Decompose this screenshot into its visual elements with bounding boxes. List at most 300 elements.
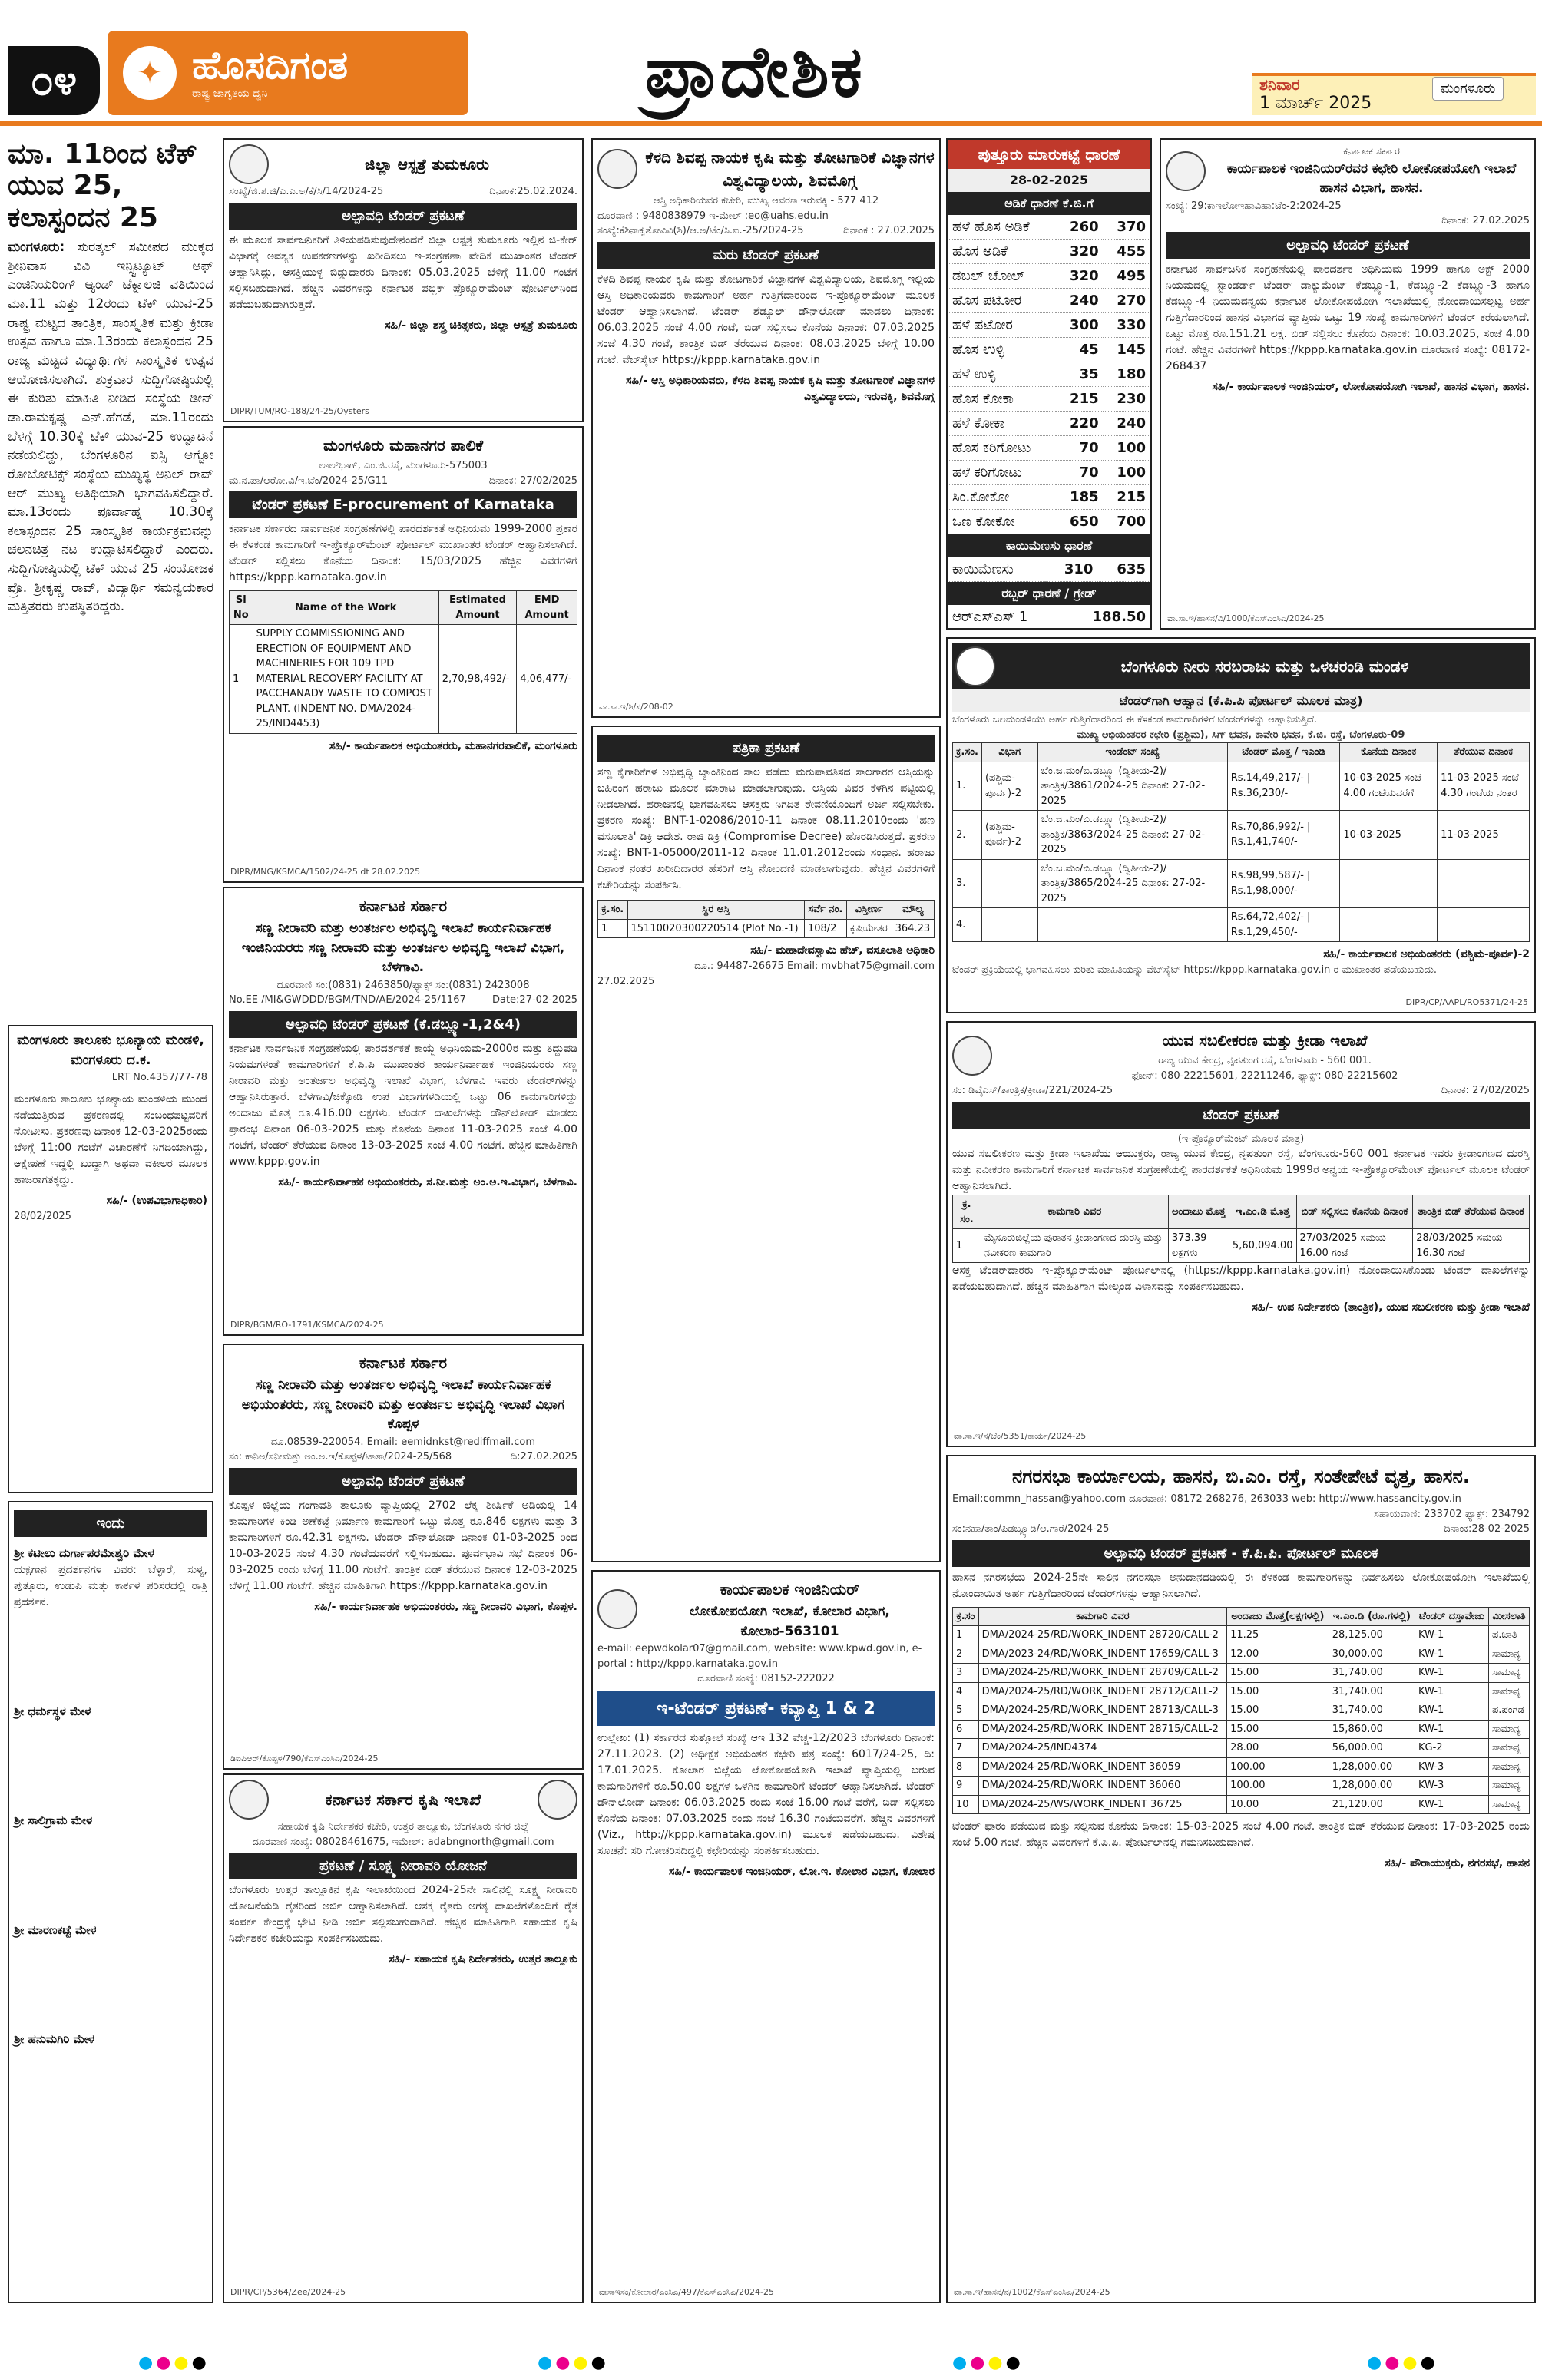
cell: ಹೊಸ ಉಳ್ಳಿ bbox=[948, 338, 1056, 362]
notice-date: Date:27-02-2025 bbox=[491, 994, 577, 1006]
cell: 10 bbox=[953, 1795, 979, 1814]
works-table bbox=[229, 590, 577, 734]
cell: 320 bbox=[1056, 240, 1103, 264]
notice-date: ದಿನಾಂಕ: 27/02/2025 bbox=[488, 474, 577, 487]
col-header: ಕ್ರ.ಸಂ bbox=[953, 1607, 979, 1626]
notice-band: ಟೆಂಡರ್ ಪ್ರಕಟಣೆ E-procurement of Karnataka bbox=[229, 491, 577, 518]
page-number: ೦೪ bbox=[8, 46, 100, 115]
cell: 31,740.00 bbox=[1329, 1701, 1415, 1721]
notice-sub: ಮುಖ್ಯ ಅಭಿಯಂತರರ ಕಛೇರಿ (ಪ್ರಶ್ಚಿಮ), ಸಿಗ್ ಭವನ, ಕಾವೇರಿ ಭವನ, ಕೆ.ಜಿ. ರಸ್ತೆ, ಬೆಂಗಳೂರು-09 bbox=[1077, 729, 1405, 741]
cell: 100 bbox=[1104, 436, 1150, 461]
table-row bbox=[953, 1682, 1530, 1701]
section-title: ಪ್ರಾದೇಶಿಕ bbox=[645, 31, 864, 113]
notice-sub: ಸಹಾಯಕ ಕೃಷಿ ನಿರ್ದೇಶಕರ ಕಚೇರಿ, ಉತ್ತರ ತಾಲ್ಲೂಕು, ಬೆಂಗಳೂರು ನಗರ ಜಿಲ್ಲೆ bbox=[277, 1821, 529, 1833]
cell: 1,28,000.00 bbox=[1329, 1777, 1415, 1796]
price-row bbox=[948, 387, 1150, 412]
dipr-code: ಡಿಐಪಿಆರ್/ಕೊಪ್ಪಳ/790/ಕೆಎಸ್ಎಂಸಿಎ/2024-25 bbox=[230, 1753, 379, 1764]
cell: ಬೆಂ.ಜ.ಮಂ/ಬಿ.ಡಬ್ಲ್ಯೂ (ದ್ವಿತೀಯ-2)/ತಾಂತ್ರಿಕ/3865/2024-25 ದಿನಾಂಕ: 27-02-2025 bbox=[1037, 859, 1227, 908]
mcc-notice bbox=[223, 426, 584, 883]
cell: DMA/2024-25/RD/WORK_INDENT 28715/CALL-2 bbox=[978, 1720, 1226, 1739]
cell: 108/2 bbox=[804, 919, 846, 938]
cell: ಕೃಷಿಯೇತರ bbox=[846, 919, 892, 938]
col-header: ಇಂಡೆಂಟ್ ಸಂಖ್ಯೆ bbox=[1037, 743, 1227, 762]
col-header: ಸರ್ವೆ ನಂ. bbox=[804, 901, 846, 920]
cell: 31,740.00 bbox=[1329, 1682, 1415, 1701]
price-row bbox=[948, 557, 1150, 582]
cell: 11-03-2025 ಸಂಜೆ 4.30 ಗಂಟೆಯ ನಂತರ bbox=[1438, 762, 1530, 811]
youth-sports-notice bbox=[946, 1021, 1536, 1447]
cell: 100 bbox=[1104, 461, 1150, 485]
price-row bbox=[948, 605, 1150, 630]
cell: 6 bbox=[953, 1720, 979, 1739]
col-header: ಅಂದಾಜು ಮೊತ್ತ(ಲಕ್ಷಗಳಲ್ಲಿ) bbox=[1227, 1607, 1329, 1626]
cell: Rs.64,72,402/- | Rs.1,29,450/- bbox=[1227, 908, 1340, 942]
cell: 56,000.00 bbox=[1329, 1739, 1415, 1758]
koppal-notice bbox=[223, 1344, 584, 1770]
notice-body: ಹಾಸನ ನಗರಸಭೆಯ 2024-25ನೇ ಸಾಲಿನ ನಗರಸಭಾ ಅನುದಾನದಡಿಯಲ್ಲಿ ಈ ಕೆಳಕಂಡ ಕಾಮಗಾರಿಗಳನ್ನು ನಿರ್ವಹಿಸಲು ಲೋಕೋಪಯೋಗಿ ಇಲಾಖೆಯಲ್ಲಿ ನೋಂದಾಯಿತ ಅರ್ಹ ಗುತ್ತಿಗೆದಾರರಿಂದ ಟೆಂಡರ್‌ಗಳನ್ನು ಆಹ್ವಾನಿಸಲಾಗಿದೆ. bbox=[952, 1571, 1530, 1600]
cell: 1 bbox=[230, 625, 253, 734]
yakshagana-title: ಇಂದು bbox=[14, 1510, 207, 1537]
col-header: ಕಾಮಗಾರಿ ವಿವರ bbox=[978, 1607, 1226, 1626]
cell: ಹಳೆ ಹೊಸ ಅಡಿಕೆ bbox=[948, 215, 1056, 240]
notice-title: ಕರ್ನಾಟಕ ಸರ್ಕಾರ ಕೃಷಿ ಇಲಾಖೆ bbox=[325, 1790, 481, 1809]
notice-sub: ಸಣ್ಣ ನೀರಾವರಿ ಮತ್ತು ಅಂತರ್ಜಲ ಅಭಿವೃದ್ಧಿ ಇಲಾಖೆ ಕಾರ್ಯನಿರ್ವಾಹಕ ಅಭಿಯಂತರರು, ಸಣ್ಣ ನೀರಾವರಿ ಮತ್ತು ಅಂತರ್ಜಲ ಅಭಿವೃದ್ಧಿ ಇಲಾಖೆ ವಿಭಾಗ ಕೊಪ್ಪಳ bbox=[241, 1377, 565, 1432]
notice-title: ಬೆಂಗಳೂರು ನೀರು ಸರಬರಾಜು ಮತ್ತು ಒಳಚರಂಡಿ ಮಂಡಳಿ bbox=[1120, 657, 1409, 676]
yakshagana-list bbox=[14, 1545, 207, 2048]
cell: 1 bbox=[953, 1626, 979, 1645]
market-date: 28-02-2025 bbox=[948, 169, 1150, 192]
notice-sign: ಸಹಿ/- (ಉಪವಿಭಾಗಾಧಿಕಾರಿ) bbox=[106, 1194, 207, 1207]
masthead-rule bbox=[0, 121, 1542, 126]
col-header: ಕ್ರ. ಸಂ. bbox=[953, 1195, 981, 1229]
cell: ಬೆಂ.ಜ.ಮಂ/ಬಿ.ಡಬ್ಲ್ಯೂ (ದ್ವಿತೀಯ-2)/ತಾಂತ್ರಿಕ/3861/2024-25 ದಿನಾಂಕ: 27-02-2025 bbox=[1037, 762, 1227, 811]
cell: 330 bbox=[1104, 313, 1150, 338]
notice-sub: ಲಾಲ್‌ಭಾಗ್, ಎಂ.ಜಿ.ರಸ್ತೆ, ಮಂಗಳೂರು-575003 bbox=[319, 460, 488, 471]
cell: 31,740.00 bbox=[1329, 1664, 1415, 1683]
col-header: ವಿಭಾಗ bbox=[981, 743, 1037, 762]
cell: 145 bbox=[1104, 338, 1150, 362]
table-row bbox=[953, 908, 1530, 942]
notice-body: ಬೆಂಗಳೂರು ಉತ್ತರ ತಾಲ್ಲೂಕಿನ ಕೃಷಿ ಇಲಾಖೆಯಿಂದ 2024-25ನೇ ಸಾಲಿನಲ್ಲಿ ಸೂಕ್ಷ್ಮ ನೀರಾವರಿ ಯೋಜನೆಯಡಿ ರೈತರಿಂದ ಅರ್ಜಿ ಆಹ್ವಾನಿಸಲಾಗಿದೆ. ಆಸಕ್ತ ರೈತರು ಅಗತ್ಯ ದಾಖಲೆಗಳೊಂದಿಗೆ ರೈತ ಸಂಪರ್ಕ ಕೇಂದ್ರಕ್ಕೆ ಭೇಟಿ ನೀಡಿ ಅರ್ಜಿ ಸಲ್ಲಿಸಬಹುದಾಗಿದೆ. ಹೆಚ್ಚಿನ ಮಾಹಿತಿಗಾಗಿ ಸಹಾಯಕ ಕೃಷಿ ನಿರ್ದೇಶಕರ ಕಚೇರಿಯನ್ನು ಸಂಪರ್ಕಿಸಬಹುದು. bbox=[229, 1884, 577, 1945]
notice-body: ಈ ಮೂಲಕ ಸಾರ್ವಜನಿಕರಿಗೆ ತಿಳಿಯಪಡಿಸುವುದೇನೆಂದರೆ ಜಿಲ್ಲಾ ಆಸ್ಪತ್ರೆ ತುಮಕೂರು ಇಲ್ಲಿನ ಜಿ-ಕೇರ್ ವಿಭಾಗಕ್ಕೆ ಅವಶ್ಯಕ ಉಪಕರಣಗಳನ್ನು ಖರೀದಿಸಲು ಇ-ಸಂಗ್ರಹಣಾ ವೇದಿಕೆ ಮುಖಾಂತರ ಟೆಂಡರ್ ಆಹ್ವಾನಿಸಿದ್ದು, ಆಸಕ್ತಿಯುಳ್ಳ ಬಿಡ್ಡುದಾರರು ದಿನಾಂಕ: 05.03.2025 ಬೆಳಿಗ್ಗೆ 11.00 ಗಂಟೆಗೆ ಸಲ್ಲಿಸಬಹುದಾಗಿದೆ. ಹೆಚ್ಚಿನ ವಿವರಗಳನ್ನು ಕರ್ನಾಟಕ ಪಬ್ಲಿಕ್ ಪ್ರೊಕ್ಯೂರ್‌ಮೆಂಟ್ ಪೋರ್ಟಲ್‌ನಿಂದ ಪಡೆಯಬಹುದಾಗಿರುತ್ತದೆ. bbox=[229, 233, 577, 311]
cell: Rs.98,99,587/- | Rs.1,98,000/- bbox=[1227, 859, 1340, 908]
notice-date: ದಿ:27.02.2025 bbox=[510, 1451, 577, 1463]
cell: 3. bbox=[953, 859, 982, 908]
govt-seal-icon bbox=[229, 1780, 269, 1820]
cell: ಡಬಲ್ ಚೋಲ್ bbox=[948, 264, 1056, 289]
table-row bbox=[953, 1626, 1530, 1645]
cell bbox=[1438, 908, 1530, 942]
cell: Rs.70,86,992/- | Rs.1,41,740/- bbox=[1227, 811, 1340, 860]
col-header: ಕಾಮಗಾರಿ ವಿವರ bbox=[981, 1195, 1168, 1229]
price-row bbox=[948, 485, 1150, 510]
notice-band: ಅಲ್ಪಾವಧಿ ಟೆಂಡರ್ ಪ್ರಕಟಣೆ (ಕೆ.ಡಬ್ಲ್ಯೂ-1,2&4) bbox=[229, 1011, 577, 1038]
notice-sign: ಸಹಿ/- ಮಹಾದೇವಸ್ವಾಮಿ ಹೆಚ್, ವಸೂಲಾತಿ ಅಧಿಕಾರಿ bbox=[750, 944, 935, 957]
notice-date: ದಿನಾಂಕ:25.02.2024. bbox=[489, 186, 577, 197]
price-row bbox=[948, 264, 1150, 289]
dipr-code: DIPR/TUM/RO-188/24-25/Oysters bbox=[230, 405, 369, 416]
cell: KW-1 bbox=[1415, 1664, 1488, 1683]
kolar-pwd-notice bbox=[591, 1570, 941, 2303]
cell: SUPPLY COMMISSIONING AND ERECTION OF EQUIPMENT AND MACHINERIES FOR 109 TPD MATERIAL RECOVERY FACILITY AT PACCHANADY WASTE TO COMPOST PLANT. (INDENT NO. DMA/2024-25/IND4453) bbox=[253, 625, 438, 734]
price-row bbox=[948, 461, 1150, 485]
notice-title: ಮಂಗಳೂರು ಮಹಾನಗರ ಪಾಲಿಕೆ bbox=[323, 436, 484, 455]
cell: 10.00 bbox=[1227, 1795, 1329, 1814]
cell: Rs.14,49,217/- | Rs.36,230/- bbox=[1227, 762, 1340, 811]
university-seal-icon bbox=[597, 149, 637, 189]
table-row bbox=[953, 1739, 1530, 1758]
notice-sign: ಸಹಿ/- ಕಾರ್ಯನಿರ್ವಾಹಕ ಅಭಿಯಂತರರು, ಸಣ್ಣ ನೀರಾವರಿ ವಿಭಾಗ, ಕೊಪ್ಪಳ. bbox=[314, 1600, 577, 1613]
cell: 8 bbox=[953, 1757, 979, 1777]
cell: 188.50 bbox=[1064, 605, 1150, 630]
price-row bbox=[948, 240, 1150, 264]
cell: 12.00 bbox=[1227, 1645, 1329, 1664]
cell bbox=[1438, 859, 1530, 908]
notice-band: ಇ-ಟೆಂಡರ್ ಪ್ರಕಟಣೆ- ಕವ್ಯಾಪ್ತಿ 1 & 2 bbox=[597, 1691, 935, 1726]
notice-ref: ಸಂಖ್ಯೆ:ಕೆಶಿನಾಕೃತೋವಿವಿ(ಶಿ)/ಆ.ಅ/ಟೆಂ/ಸಿ.ಐ.-25/2024-25 bbox=[597, 225, 804, 236]
troupe-2: ಶ್ರೀ ಧರ್ಮಸ್ಥಳ ಮೇಳ bbox=[14, 1704, 91, 1718]
notice-sign: ಸಹಿ/- ಜಿಲ್ಲಾ ಶಸ್ತ್ರ ಚಿಕಿತ್ಸಕರು, ಜಿಲ್ಲಾ ಆಸ್ಪತ್ರೆ ತುಮಕೂರು bbox=[385, 319, 577, 332]
notice-sub: ಕಾರ್ಯಪಾಲಕ ಇಂಜಿನಿಯರ್‌ರವರ ಕಛೇರಿ ಲೋಕೋಪಯೋಗಿ ಇಲಾಖೆ ಹಾಸನ ವಿಭಾಗ, ಹಾಸನ. bbox=[1226, 160, 1517, 196]
cell: (ಪಶ್ಚಿಮ-ಪೂರ್ವ)-2 bbox=[981, 762, 1037, 811]
notice-phone: ದೂ.08539-220054. Email: eemidnkst@rediffmail.com bbox=[270, 1436, 536, 1448]
notice-sign: ಸಹಿ/- ಕಾರ್ಯಪಾಲಕ ಅಭಿಯಂತರರು, ಮಹಾನಗರಪಾಲಿಕೆ, ಮಂಗಳೂರು bbox=[329, 739, 577, 752]
story-dateline: ಮಂಗಳೂರು: bbox=[8, 240, 65, 256]
issue-date: 1 ಮಾರ್ಚ್ 2025 bbox=[1259, 94, 1372, 113]
troupe-5: ಶ್ರೀ ಹನುಮಗಿರಿ ಮೇಳ bbox=[14, 2032, 94, 2046]
registration-marks: ●●●● bbox=[538, 2353, 609, 2372]
notice-band: ಪ್ರಕಟಣೆ / ಸೂಕ್ಷ್ಮ ನೀರಾವರಿ ಯೋಜನೆ bbox=[229, 1853, 577, 1879]
price-row bbox=[948, 215, 1150, 240]
col-header: Name of the Work bbox=[253, 591, 438, 625]
notice-ref: LRT No.4357/77-78 bbox=[111, 1072, 207, 1083]
notice-band: ಮರು ಟೆಂಡರ್ ಪ್ರಕಟಣೆ bbox=[597, 242, 935, 269]
troupe-1: ಶ್ರೀ ಕಟೀಲು ದುರ್ಗಾಪರಮೇಶ್ವರಿ ಮೇಳ bbox=[14, 1546, 154, 1560]
cell: ಸಾಮಾನ್ಯ bbox=[1488, 1682, 1529, 1701]
notice-band: ಪತ್ರಿಕಾ ಪ್ರಕಟಣೆ bbox=[597, 735, 935, 762]
cell: 45 bbox=[1056, 338, 1103, 362]
notice-body: ಸಣ್ಣ ಕೈಗಾರಿಕೆಗಳ ಅಭಿವೃದ್ಧಿ ಬ್ಯಾಂಕಿನಿಂದ ಸಾಲ ಪಡೆದು ಮರುಪಾವತಿಸದ ಸಾಲಗಾರರ ಆಸ್ತಿಯನ್ನು ಬಹಿರಂಗ ಹರಾಜು ಮೂಲಕ ಮಾರಾಟ ಮಾಡಲಾಗುವುದು. ಆಸ್ತಿಯ ವಿವರ ಕೆಳಗಿನ ಪಟ್ಟಿಯಲ್ಲಿ ನೀಡಲಾಗಿದೆ. ಹರಾಜಿನಲ್ಲಿ ಭಾಗವಹಿಸಲು ಆಸಕ್ತರು ನಿಗದಿತ ಠೇವಣಿಯೊಂದಿಗೆ ಅರ್ಜಿ ಸಲ್ಲಿಸಬೇಕು. ಪ್ರಕರಣ ಸಂಖ್ಯೆ: BNT-1-02086/2010-11 ದಿನಾಂಕ 08.11.2010ರಂದು 'ಹಣ ವಸೂಲಾತಿ' ಡಿಕ್ರಿ ಆದೇಶ. ರಾಜಿ ಡಿಕ್ರಿ (Compromise Decree) ಹೊರಡಿಸಿರುತ್ತದೆ. ಪ್ರಕರಣ ಸಂಖ್ಯೆ: BNT-1-05000/2011-12 ದಿನಾಂಕ 11.01.2012ರಂದು ಸಂಧಾನ. ಹರಾಜು ದಿನಾಂಕ ನಂತರ ಖರೀದಿದಾರರ ಹೆಸರಿಗೆ ಆಸ್ತಿ ನೋಂದಣಿ ಮಾಡಲಾಗುವುದು. ಹೆಚ್ಚಿನ ವಿವರಗಳಿಗೆ ಕಚೇರಿಯನ್ನು ಸಂಪರ್ಕಿಸಿ. bbox=[597, 766, 935, 891]
notice-date: ದಿನಾಂಕ: 27/02/2025 bbox=[1441, 1085, 1530, 1096]
cell: 185 bbox=[1056, 485, 1103, 510]
notice-email: e-mail: eepwdkolar07@gmail.com, website: www.kpwd.gov.in, e-portal : http://kppp.karnataka.gov.in bbox=[597, 1643, 922, 1670]
cell: ಸಾಮಾನ್ಯ bbox=[1488, 1720, 1529, 1739]
cell: KW-3 bbox=[1415, 1757, 1488, 1777]
cell: 230 bbox=[1104, 387, 1150, 412]
cell: KW-1 bbox=[1415, 1701, 1488, 1721]
notice-ref: ಸಂ:ನಹಾ/ತಾಂ/ಪಿಡಬ್ಲ್ಯೂಡಿ/ಆ.ಗಾರೆ/2024-25 bbox=[952, 1523, 1110, 1535]
tender-table bbox=[952, 742, 1530, 942]
price-row bbox=[948, 510, 1150, 534]
property-table bbox=[597, 900, 935, 938]
notice-body: ಕೊಪ್ಪಳ ಜಿಲ್ಲೆಯ ಗಂಗಾವತಿ ತಾಲೂಕು ವ್ಯಾಪ್ತಿಯಲ್ಲಿ 2702 ಲೆಕ್ಕ ಶೀರ್ಷಿಕೆ ಅಡಿಯಲ್ಲಿ 14 ಕಾಮಗಾರಿಗಳ ಕಿಂಡಿ ಅಣೆಕಟ್ಟೆ ನಿರ್ಮಾಣ ಕಾಮಗಾರಿಗೆ ಒಟ್ಟು ಮೊತ್ತ ರೂ.846 ಲಕ್ಷಗಳು ಮತ್ತು 3 ಕಾಮಗಾರಿಗಳಿಗೆ ರೂ.42.31 ಲಕ್ಷಗಳು. ಟೆಂಡರ್ ಡೌನ್‌ಲೋಡ್ ದಿನಾಂಕ 01-03-2025 ರಿಂದ 10-03-2025 ಸಂಜೆ 4.30 ಗಂಟೆಯವರೆಗೆ ಸಲ್ಲಿಸಬಹುದು. ಪೂರ್ವಭಾವಿ ಸಭೆ ದಿನಾಂಕ 06-03-2025 ರಂದು ಬೆಳಿಗ್ಗೆ 11.00 ಗಂಟೆಗೆ. ತಾಂತ್ರಿಕ ಬಿಡ್ ತೆರೆಯುವ ದಿನಾಂಕ 12-03-2025 ಬೆಳಿಗ್ಗೆ 11.00 ಗಂಟೆಗೆ. ಹೆಚ್ಚಿನ ಮಾಹಿತಿಗಾಗಿ https://kppp.karnataka.gov.in bbox=[229, 1499, 577, 1592]
cell: ಸಾಮಾನ್ಯ bbox=[1488, 1777, 1529, 1796]
cell: 11-03-2025 bbox=[1438, 811, 1530, 860]
cell: 30,000.00 bbox=[1329, 1645, 1415, 1664]
dipr-code: ವಾ.ಸಾ.ಇ/ಸ/ಬೆಂ/5351/ಕಾರ್ಯ/2024-25 bbox=[954, 1430, 1087, 1441]
story-headline: ಮಾ. 11ರಿಂದ ಟೆಕ್ ಯುವ 25, ಕಲಾಸ್ಪಂದನ 25 bbox=[8, 138, 197, 233]
court-auction-notice bbox=[591, 726, 941, 1562]
notice-ref: ಸಂಖ್ಯೆ/ಜಿ.ಶ.ಚಿ/ಎ.ಎ.ಅ/ಕೆ/ಸಿ/14/2024-25 bbox=[229, 186, 384, 197]
cashew-head: ಕಾಯಿಮೆಣಸು ಧಾರಣೆ bbox=[948, 534, 1150, 557]
cell: ಬೆಂ.ಜ.ಮಂ/ಬಿ.ಡಬ್ಲ್ಯೂ (ದ್ವಿತೀಯ-2)/ತಾಂತ್ರಿಕ/3863/2024-25 ದಿನಾಂಕ: 27-02-2025 bbox=[1037, 811, 1227, 860]
cell: 1. bbox=[953, 762, 982, 811]
table-row bbox=[953, 1795, 1530, 1814]
rubber-head: ರಬ್ಬರ್ ಧಾರಣೆ / ಗ್ರೇಡ್ bbox=[948, 582, 1150, 605]
col-header: ತೆರೆಯುವ ದಿನಾಂಕ bbox=[1438, 743, 1530, 762]
cell: 180 bbox=[1104, 362, 1150, 387]
col-header: ಕೊನೆಯ ದಿನಾಂಕ bbox=[1340, 743, 1438, 762]
notice-title: ಕಾರ್ಯಪಾಲಕ ಇಂಜಿನಿಯರ್ bbox=[720, 1580, 860, 1598]
cell: 10-03-2025 bbox=[1340, 811, 1438, 860]
table-row bbox=[953, 1757, 1530, 1777]
troupe-4: ಶ್ರೀ ಮಾರಣಕಟ್ಟೆ ಮೇಳ bbox=[14, 1922, 97, 1937]
notice-body: ಕರ್ನಾಟಕ ಸಾರ್ವಜನಿಕ ಸಂಗ್ರಹಣೆಯಲ್ಲಿ ಪಾರದರ್ಶಕ ಅಧಿನಿಯಮ 1999 ಹಾಗೂ ಅಕ್ಟ್ 2000 ನಿಯಮದಲ್ಲಿ ಸ್ಟಾಂಡರ್ಡ್ ಟೆಂಡರ್ ಡಾಕ್ಯುಮೆಂಟ್ ಕೆಡಬ್ಲ್ಯೂ-1, ಕೆಡಬ್ಲ್ಯೂ-2 ಕೆಡಬ್ಲ್ಯೂ-3 ಹಾಗೂ ಕೆಡಬ್ಲ್ಯೂ-4 ನಿಯಮದನ್ವಯ ಕರ್ನಾಟಕ ಲೋಕೋಪಯೋಗಿ ಇಲಾಖೆಯಲ್ಲಿ ನೋಂದಾಯಿಸಲ್ಪಟ್ಟ ಅರ್ಹ ಗುತ್ತಿಗೆದಾರರಿಂದ ಹಾಸನ ವಿಭಾಗದ ವ್ಯಾಪ್ತಿಯ ಒಟ್ಟು 19 ಸಂಖ್ಯೆ ಕಾಮಗಾರಿಗಳಿಗೆ ಟೆಂಡರ್ ಕರೆಯಲಾಗಿದೆ. ಒಟ್ಟು ಮೊತ್ತ ರೂ.151.21 ಲಕ್ಷ. ಬಿಡ್ ಸಲ್ಲಿಸಲು ಕೊನೆಯ ದಿನಾಂಕ: 10.03.2025, ಸಂಜೆ 4.00 ಗಂಟೆ. ಹೆಚ್ಚಿನ ವಿವರಗಳಿಗೆ https://kppp.karnataka.gov.in ದೂರವಾಣಿ ಸಂಖ್ಯೆ: 08172-268437 bbox=[1166, 263, 1530, 372]
notice-ref: No.EE /MI&GWDDD/BGM/TND/AE/2024-25/1167 bbox=[229, 994, 466, 1006]
notice-phone: ದೂರವಾಣಿ ಸಂಖ್ಯೆ: 08028461675, ಇಮೇಲ್: adabngnorth@gmail.com bbox=[252, 1836, 554, 1848]
notice-band: ಅಲ್ಪಾವಧಿ ಟೆಂಡರ್ ಪ್ರಕಟಣೆ bbox=[229, 1468, 577, 1495]
notice-date: ದಿನಾಂಕ:28-02-2025 bbox=[1444, 1523, 1530, 1535]
notice-body: ಕೆಳದಿ ಶಿವಪ್ಪ ನಾಯಕ ಕೃಷಿ ಮತ್ತು ತೋಟಗಾರಿಕೆ ವಿಜ್ಞಾನಗಳ ವಿಶ್ವವಿದ್ಯಾಲಯ, ಶಿವಮೊಗ್ಗ ಇಲ್ಲಿಯ ಆಸ್ತಿ ಅಧಿಕಾರಿಯವರು ಕಾಮಗಾರಿಗೆ ಅರ್ಹ ಗುತ್ತಿಗೆದಾರರಿಂದ ಇ-ಪ್ರೊಕ್ಯೂರ್‌ಮೆಂಟ್ ಮೂಲಕ ಟೆಂಡರ್ ಆಹ್ವಾನಿಸಲಾಗಿದೆ. ಟೆಂಡರ್ ಶೆಡ್ಯೂಲ್ ಡೌನ್‌ಲೋಡ್ ಮಾಡಲು ದಿನಾಂಕ: 06.03.2025 ಸಂಜೆ 4.00 ಗಂಟೆ, ಬಿಡ್ ಸಲ್ಲಿಸಲು ಕೊನೆಯ ದಿನಾಂಕ: 07.03.2025 ಸಂಜೆ 4.30 ಗಂಟೆ, ತಾಂತ್ರಿಕ ಬಿಡ್ ತೆರೆಯುವ ದಿನಾಂಕ: 08.03.2025 ಬೆಳಿಗ್ಗೆ 10.00 ಗಂಟೆ. ವೆಬ್‌ಸೈಟ್ https://kppp.karnataka.gov.in bbox=[597, 273, 935, 366]
cell: 70 bbox=[1056, 436, 1103, 461]
notice-title: ಕರ್ನಾಟಕ ಸರ್ಕಾರ bbox=[359, 897, 448, 915]
table-row bbox=[598, 919, 935, 938]
cell: KW-1 bbox=[1415, 1626, 1488, 1645]
notice-foot: ಟೆಂಡರ್ ಫಾರಂ ಪಡೆಯುವ ಮತ್ತು ಸಲ್ಲಿಸುವ ಕೊನೆಯ ದಿನಾಂಕ: 15-03-2025 ಸಂಜೆ 4.00 ಗಂಟೆ. ತಾಂತ್ರಿಕ ಬಿಡ್ ತೆರೆಯುವ ದಿನಾಂಕ: 17-03-2025 ರಂದು ಸಂಜೆ 5.00 ಗಂಟೆ. ಹೆಚ್ಚಿನ ವಿವರಗಳಿಗೆ ಕೆ.ಪಿ.ಪಿ. ಪೋರ್ಟಲ್‌ನಲ್ಲಿ ಗಮನಿಸಬಹುದಾಗಿದೆ. bbox=[952, 1820, 1530, 1849]
table-row bbox=[953, 1701, 1530, 1721]
cell: 4. bbox=[953, 908, 982, 942]
troupe-note: ಯಕ್ಷಗಾನ ಪ್ರದರ್ಶನಗಳ ವಿವರ: ಬೆಳ್ಳಾರೆ, ಸುಳ್ಯ, ಪುತ್ತೂರು, ಉಡುಪಿ ಮತ್ತು ಕಾರ್ಕಳ ಪರಿಸರದಲ್ಲಿ ರಾತ್ರಿ ಪ್ರದರ್ಶನ. bbox=[14, 1563, 207, 1608]
notice-title: ನಗರಸಭಾ ಕಾರ್ಯಾಲಯ, ಹಾಸನ, ಬಿ.ಎಂ. ರಸ್ತೆ, ಸಂತೇಪೇಟೆ ವೃತ್ತ, ಹಾಸನ. bbox=[1012, 1466, 1470, 1487]
notice-band: ಅಲ್ಪಾವಧಿ ಟೆಂಡರ್ ಪ್ರಕಟಣೆ - ಕೆ.ಪಿ.ಪಿ. ಪೋರ್ಟಲ್ ಮೂಲಕ bbox=[952, 1540, 1530, 1567]
col-header: ವಿಸ್ತೀರ್ಣ bbox=[846, 901, 892, 920]
cell: 635 bbox=[1097, 557, 1150, 582]
price-row bbox=[948, 313, 1150, 338]
cell: 220 bbox=[1056, 412, 1103, 436]
issue-day: ಶನಿವಾರ bbox=[1259, 75, 1300, 94]
col-header: ಅಂದಾಜು ಮೊತ್ತ bbox=[1168, 1195, 1229, 1229]
cell: 5,60,094.00 bbox=[1229, 1229, 1296, 1263]
cell: 455 bbox=[1104, 240, 1150, 264]
cell bbox=[1037, 908, 1227, 942]
table-row bbox=[953, 1664, 1530, 1683]
shimoga-university-notice bbox=[591, 138, 941, 718]
dipr-code: DIPR/CP/AAPL/RO5371/24-25 bbox=[1405, 997, 1528, 1007]
cell: 7 bbox=[953, 1739, 979, 1758]
cell: DMA/2024-25/WS/WORK_INDENT 36725 bbox=[978, 1795, 1226, 1814]
govt-seal-icon bbox=[952, 1036, 992, 1076]
works-table bbox=[952, 1607, 1530, 1815]
cell: 28.00 bbox=[1227, 1739, 1329, 1758]
cell: 700 bbox=[1104, 510, 1150, 534]
table-row bbox=[230, 625, 577, 734]
col-header: ಕ್ರ.ಸಂ. bbox=[953, 743, 982, 762]
cell: ಹೊಸ ಪಟೋರ bbox=[948, 289, 1056, 313]
col-header: ಟೆಂಡರ್ ದಸ್ತಾವೇಜು bbox=[1415, 1607, 1488, 1626]
cell: ಸಾಮಾನ್ಯ bbox=[1488, 1757, 1529, 1777]
notice-sign: ಸಹಿ/- ಕಾರ್ಯಪಾಲಕ ಇಂಜಿನಿಯರ್, ಲೋ.ಇ. ಕೋಲಾರ ವಿಭಾಗ, ಕೋಲಾರ bbox=[669, 1865, 935, 1878]
notice-body: ಕರ್ನಾಟಕ ಸರ್ಕಾರದ ಸಾರ್ವಜನಿಕ ಸಂಗ್ರಹಣೆಗಳಲ್ಲಿ ಪಾರದರ್ಶಕತೆ ಅಧಿನಿಯಮ 1999-2000 ಪ್ರಕಾರ ಈ ಕೆಳಕಂಡ ಕಾಮಗಾರಿಗೆ ಇ-ಪ್ರೊಕ್ಯೂರ್‌ಮೆಂಟ್ ಪೋರ್ಟಲ್ ಮುಖಾಂತರ ಟೆಂಡರ್ ಆಹ್ವಾನಿಸಲಾಗಿದೆ. ಟೆಂಡರ್ ಸಲ್ಲಿಸಲು ಕೊನೆಯ ದಿನಾಂಕ: 15/03/2025 ಹೆಚ್ಚಿನ ವಿವರಗಳಿಗೆ https://kppp.karnataka.gov.in bbox=[229, 523, 577, 583]
bwssb-notice bbox=[946, 637, 1536, 1013]
notice-email: Email:commn_hassan@yahoo.com ದೂರವಾಣಿ: 08172-268276, 263033 web: http://www.hassancity.gov.in bbox=[952, 1493, 1461, 1505]
cell: 364.23 bbox=[892, 919, 934, 938]
market-title: ಪುತ್ತೂರು ಮಾರುಕಟ್ಟೆ ಧಾರಣೆ bbox=[948, 140, 1150, 169]
notice-title: ಜಿಲ್ಲಾ ಆಸ್ಪತ್ರೆ ತುಮಕೂರು bbox=[364, 155, 490, 174]
cell: 70 bbox=[1056, 461, 1103, 485]
cell: ಹಳೆ ಕೋಕಾ bbox=[948, 412, 1056, 436]
cell: ಕಾಯಿಮೆಣಸು bbox=[948, 557, 1045, 582]
cell: 35 bbox=[1056, 362, 1103, 387]
cell: KW-1 bbox=[1415, 1645, 1488, 1664]
notice-band: ಟೆಂಡರ್ ಪ್ರಕಟಣೆ bbox=[952, 1102, 1530, 1129]
col-header: ಬಿಡ್ ಸಲ್ಲಿಸಲು ಕೊನೆಯ ದಿನಾಂಕ bbox=[1296, 1195, 1413, 1229]
col-header: ಮೀಸಲಾತಿ bbox=[1488, 1607, 1529, 1626]
notice-sub: ಸಣ್ಣ ನೀರಾವರಿ ಮತ್ತು ಅಂತರ್ಜಲ ಅಭಿವೃದ್ಧಿ ಇಲಾಖೆ ಕಾರ್ಯನಿರ್ವಾಹಕ ಇಂಜಿನಿಯರರು ಸಣ್ಣ ನೀರಾವರಿ ಮತ್ತು ಅಂತರ್ಜಲ ಅಭಿವೃದ್ಧಿ ಇಲಾಖೆ ವಿಭಾಗ, ಬೆಳಗಾವಿ. bbox=[241, 921, 565, 975]
cell: KW-3 bbox=[1415, 1777, 1488, 1796]
cell: 2. bbox=[953, 811, 982, 860]
cell: 27/03/2025 ಸಮಯ 16.00 ಗಂಟೆ bbox=[1296, 1229, 1413, 1263]
notice-title: ಕರ್ನಾಟಕ ಸರ್ಕಾರ bbox=[359, 1354, 448, 1372]
news-story bbox=[8, 138, 213, 1017]
notice-phone: ದೂರವಾಣಿ ಸಂಖ್ಯೆ: 08152-222022 bbox=[697, 1673, 835, 1684]
cell: ಆರ್‌ಎಸ್‌ಎಸ್ 1 bbox=[948, 605, 1064, 630]
cell: KW-1 bbox=[1415, 1720, 1488, 1739]
price-row bbox=[948, 436, 1150, 461]
cell: ಹಳೆ ಪಟೋರ bbox=[948, 313, 1056, 338]
cell: ಸಾಮಾನ್ಯ bbox=[1488, 1739, 1529, 1758]
cell: ಸಾಮಾನ್ಯ bbox=[1488, 1795, 1529, 1814]
notice-phone: ದೂರವಾಣಿ ಸಂ:(0831) 2463850/ಫ್ಯಾಕ್ಸ್ ಸಂ:(0831) 2423008 bbox=[276, 979, 530, 991]
cell: DMA/2024-25/IND4374 bbox=[978, 1739, 1226, 1758]
cell: KW-1 bbox=[1415, 1682, 1488, 1701]
notice-date: 28/02/2025 bbox=[14, 1210, 71, 1222]
notice-title: ಕರ್ನಾಟಕ ಸರ್ಕಾರ bbox=[1343, 146, 1400, 157]
notice-body: ಉಲ್ಲೇಖ: (1) ಸರ್ಕಾರದ ಸುತ್ತೋಲೆ ಸಂಖ್ಯೆ ಆಇ 132 ವೆಚ್ಚ-12/2023 ಬೆಂಗಳೂರು ದಿನಾಂಕ: 27.11.2023. (2) ಅಧೀಕ್ಷಕ ಅಭಿಯಂತರ ಕಛೇರಿ ಪತ್ರ ಸಂಖ್ಯೆ: 6017/24-25, ದಿ: 17.01.2025. ಕೋಲಾರ ಜಿಲ್ಲೆಯ ಲೋಕೋಪಯೋಗಿ ಇಲಾಖೆ ವ್ಯಾಪ್ತಿಯಲ್ಲಿ ಬರುವ ಕಾಮಗಾರಿಗಳಿಗೆ ರೂ.50.00 ಲಕ್ಷಗಳ ಒಳಗಿನ ಕಾಮಗಾರಿಗೆ ಟೆಂಡರ್ ಆಹ್ವಾನಿಸಲಾಗಿದೆ. ಟೆಂಡರ್ ಡೌನ್‌ಲೋಡ್ ದಿನಾಂಕ: 06.03.2025 ರಂದು ಸಂಜೆ 16.00 ಗಂಟೆ ವರೆಗೆ, ಬಿಡ್ ಸಲ್ಲಿಸಲು ಕೊನೆಯ ದಿನಾಂಕ: 07.03.2025 ರಂದು ಸಂಜೆ 16.30 ಗಂಟೆಯವರೆಗೆ. ಹೆಚ್ಚಿನ ವಿವರಗಳಿಗೆ (Viz., http://kppp.karnataka.gov.in) ಮೂಲಕ ಪಡೆಯಬಹುದು. ವಿಶೇಷ ಸೂಚನೆ: ಸರಿ ಗೋಚರಿಸದಿದ್ದಲ್ಲಿ ಕಛೇರಿಯನ್ನು ಸಂಪರ್ಕಿಸಬಹುದು. bbox=[597, 1731, 935, 1857]
cell: ಹಳೆ ಉಳ್ಳಿ bbox=[948, 362, 1056, 387]
troupe-3: ಶ್ರೀ ಸಾಲಿಗ್ರಾಮ ಮೇಳ bbox=[14, 1813, 93, 1827]
cell: DMA/2024-25/RD/WORK_INDENT 28709/CALL-2 bbox=[978, 1664, 1226, 1683]
notice-ref: ಸಂ: ಕಾನಿಅ/ಸನೀಮತ್ತು ಅಂ.ಅ.ಇ/ಕೊಪ್ಪಳ/ಟಾತಾ/2024-25/568 bbox=[229, 1451, 452, 1463]
notice-body: ಕರ್ನಾಟಕ ಸಾರ್ವಜನಿಕ ಸಂಗ್ರಹಣೆಯಲ್ಲಿ ಪಾರದರ್ಶಕತೆ ಕಾಯ್ದೆ ಅಧಿನಿಯಮ-2000ರ ಮತ್ತು ತಿದ್ದುಪಡಿ ನಿಯಮಗಳಂತೆ ಕಾಮಗಾರಿಗಳಿಗೆ ಕೆ.ಪಿ.ಪಿ ಮುಖಾಂತರ ಕಾರ್ಯನಿರ್ವಾಹಕ ಇಂಜಿನಿಯರರು ಸಣ್ಣ ನೀರಾವರಿ ಮತ್ತು ಅಂತರ್ಜಲ ಅಭಿವೃದ್ಧಿ ಇಲಾಖೆ ವಿಭಾಗ, ಬೆಳಗಾವಿ ಇವರು ಟೆಂಡರ್‌ಗಳನ್ನು ಆಹ್ವಾನಿಸಿರುತ್ತಾರೆ. ಬೆಳಗಾವಿ/ಚಿಕ್ಕೋಡಿ ಉಪ ವಿಭಾಗಗಳಡಿಯಲ್ಲಿ ಒಟ್ಟು 06 ಕಾಮಗಾರಿಗಳಿದ್ದು ಅಂದಾಜು ಮೊತ್ತ ರೂ.416.00 ಲಕ್ಷಗಳು. ಟೆಂಡರ್ ದಾಖಲೆಗಳನ್ನು ಡೌನ್‌ಲೋಡ್ ಮಾಡಲು ಪ್ರಾರಂಭ ದಿನಾಂಕ 06-03-2025 ಮತ್ತು ಕೊನೆಯ ದಿನಾಂಕ 11-03-2025 ಸಂಜೆ 4.00 ಗಂಟೆಗೆ, ಟೆಂಡರ್ ತೆರೆಯುವ ದಿನಾಂಕ 13-03-2025 ಸಂಜೆ 4.00 ಗಂಟೆಗೆ. ಹೆಚ್ಚಿನ ಮಾಹಿತಿಗಾಗಿ www.kppp.gov.in bbox=[229, 1042, 577, 1168]
notice-sub: ಲೋಕೋಪಯೋಗಿ ಇಲಾಖೆ, ಕೋಲಾರ ವಿಭಾಗ, ಕೋಲಾರ-563101 bbox=[690, 1604, 890, 1639]
notice-phone: ಫೋನ್: 080-22215601, 22211246, ಫ್ಯಾಕ್ಸ್: 080-22215602 bbox=[1131, 1069, 1398, 1082]
yakshagana-box bbox=[8, 1501, 213, 2303]
cell: 1,28,000.00 bbox=[1329, 1757, 1415, 1777]
cell: 100.00 bbox=[1227, 1777, 1329, 1796]
dipr-code: ವಾ.ಸಾ.ಇ/ಹಾಸನ/ನ/1002/ಕೆಎಸ್ಎಂಸಿಎ/2024-25 bbox=[954, 2286, 1110, 2297]
pwd-seal-icon bbox=[597, 1589, 637, 1629]
table-row bbox=[953, 1229, 1530, 1263]
notice-sub: ಆಸ್ತಿ ಅಧಿಕಾರಿಯವರ ಕಚೇರಿ, ಮುಖ್ಯ ಆವರಣ ಇರುವಕ್ಕಿ - 577 412 bbox=[653, 195, 879, 207]
notice-title: ಯುವ ಸಬಲೀಕರಣ ಮತ್ತು ಕ್ರೀಡಾ ಇಲಾಖೆ bbox=[1162, 1031, 1368, 1050]
notice-date: 27.02.2025 bbox=[597, 975, 655, 987]
cell bbox=[1340, 859, 1438, 908]
table-row bbox=[953, 1720, 1530, 1739]
notice-phone: ಸಹಾಯವಾಣಿ: 233702 ಫ್ಯಾಕ್ಸ್: 234792 bbox=[1374, 1508, 1530, 1520]
market-rates-box bbox=[946, 138, 1152, 630]
cell: 300 bbox=[1056, 313, 1103, 338]
cell: ಹೊಸ ಅಡಿಕೆ bbox=[948, 240, 1056, 264]
col-header: ಇ.ಎಂ.ಡಿ (ರೂ.ಗಳಲ್ಲಿ) bbox=[1329, 1607, 1415, 1626]
table-row bbox=[953, 1645, 1530, 1664]
cell: DMA/2024-25/RD/WORK_INDENT 28712/CALL-2 bbox=[978, 1682, 1226, 1701]
notice-title: ಮಂಗಳೂರು ತಾಲೂಕು ಭೂನ್ಯಾಯ ಮಂಡಳಿ, ಮಂಗಳೂರು ದ.ಕ. bbox=[17, 1033, 204, 1068]
price-row bbox=[948, 362, 1150, 387]
cell: 15110020300220514 (Plot No.-1) bbox=[627, 919, 804, 938]
dipr-code: DIPR/CP/5364/Zee/2024-25 bbox=[230, 2286, 346, 2297]
paper-logo bbox=[108, 31, 468, 115]
table-row bbox=[953, 859, 1530, 908]
cell: ಪ.ಪಂಗಡ bbox=[1488, 1701, 1529, 1721]
notice-ref: ಸಂಖ್ಯೆ: 29:ಕಾಇಲೋಇಹಾವಿಹಾ:ಟೆಂ-2:2024-25 bbox=[1166, 200, 1342, 212]
cell: ಹೊಸ ಕರಿಗೋಟು bbox=[948, 436, 1056, 461]
notice-foot: ಟೆಂಡರ್ ಪ್ರಕ್ರಿಯೆಯಲ್ಲಿ ಭಾಗವಹಿಸಲು ಕುರಿತು ಮಾಹಿತಿಯನ್ನು ವೆಬ್‌ಸೈಟ್ https://kppp.karnataka.gov.in ರ ಮುಖಾಂತರ ಪಡೆಯಬಹುದು. bbox=[952, 964, 1438, 976]
col-header: ಮೌಲ್ಯ bbox=[892, 901, 934, 920]
cell: ಮೈಸೂರುಜಿಲ್ಲೆಯ ಪುರಾತನ ಕ್ರೀಡಾಂಗಣದ ದುರಸ್ತಿ ಮತ್ತು ನವೀಕರಣ ಕಾಮಗಾರಿ bbox=[981, 1229, 1168, 1263]
cell: DMA/2024-25/RD/WORK_INDENT 36060 bbox=[978, 1777, 1226, 1796]
cell: 260 bbox=[1056, 215, 1103, 240]
cell: 1 bbox=[598, 919, 628, 938]
cell: ಸಾಮಾನ್ಯ bbox=[1488, 1664, 1529, 1683]
cell: 15,860.00 bbox=[1329, 1720, 1415, 1739]
tender-table bbox=[952, 1195, 1530, 1263]
notice-sign: ಸಹಿ/- ಆಸ್ತಿ ಅಧಿಕಾರಿಯವರು, ಕೆಳದಿ ಶಿವಪ್ಪ ನಾಯಕ ಕೃಷಿ ಮತ್ತು ತೋಟಗಾರಿಕೆ ವಿಜ್ಞಾನಗಳ ವಿಶ್ವವಿದ್ಯಾಲಯ, ಇರುವಕ್ಕಿ, ಶಿವಮೊಗ್ಗ bbox=[626, 374, 935, 403]
notice-sign: ಸಹಿ/- ಪೌರಾಯುಕ್ತರು, ನಗರಸಭೆ, ಹಾಸನ bbox=[1385, 1857, 1530, 1869]
cell: 1 bbox=[953, 1229, 981, 1263]
cell: DMA/2024-25/RD/WORK_INDENT 28713/CALL-3 bbox=[978, 1701, 1226, 1721]
cell: 3 bbox=[953, 1664, 979, 1683]
table-row bbox=[953, 762, 1530, 811]
cell: 495 bbox=[1104, 264, 1150, 289]
lamp-icon: ✦ bbox=[123, 46, 177, 100]
notice-date: ದಿನಾಂಕ : 27.02.2025 bbox=[843, 225, 935, 236]
col-header: ತಾಂತ್ರಿಕ ಬಿಡ್ ತೆರೆಯುವ ದಿನಾಂಕ bbox=[1413, 1195, 1530, 1229]
cell: 240 bbox=[1056, 289, 1103, 313]
notice-title: ಕೆಳದಿ ಶಿವಪ್ಪ ನಾಯಕ ಕೃಷಿ ಮತ್ತು ತೋಟಗಾರಿಕೆ ವಿಜ್ಞಾನಗಳ ವಿಶ್ವವಿದ್ಯಾಲಯ, ಶಿವಮೊಗ್ಗ bbox=[645, 148, 935, 190]
rubber-price-table bbox=[948, 605, 1150, 630]
notice-foot: ಆಸಕ್ತ ಟೆಂಡರ್‌ದಾರರು ಇ-ಪ್ರೊಕ್ಯೂರ್‌ಮೆಂಟ್ ಪೋರ್ಟಲ್‌ನಲ್ಲಿ (https://kppp.karnataka.gov.in) ನೋಂದಾಯಿಸಿಕೊಂಡು ಟೆಂಡರ್ ದಾಖಲೆಗಳನ್ನು ಪಡೆಯಬಹುದಾಗಿದೆ. ಹೆಚ್ಚಿನ ಮಾಹಿತಿಗಾಗಿ ಮೇಲ್ಕಂಡ ವಿಳಾಸವನ್ನು ಸಂಪರ್ಕಿಸಬಹುದು. bbox=[952, 1264, 1530, 1293]
notice-phone: ದೂರವಾಣಿ : 9480838979 ಇ-ಮೇಲ್ :eo@uahs.edu.in bbox=[597, 210, 829, 222]
cell bbox=[1340, 908, 1438, 942]
cell: ಹೊಸ ಕೋಕಾ bbox=[948, 387, 1056, 412]
notice-phone: ದೂ.: 94487-26675 Email: mvbhat75@gmail.com bbox=[694, 960, 935, 972]
dipr-code: ವಾ.ಸಾ.ಇ/ಹಾಸನ/ವಿ/1000/ಕೆಎಸ್ಎಂಸಿಎ/2024-25 bbox=[1167, 613, 1325, 623]
ksda-logo-icon bbox=[538, 1780, 577, 1820]
dipr-code: ವಾ.ಸಾ.ಇ/ಶಿ/ಸ/208-02 bbox=[599, 701, 673, 712]
cell: ಪ.ಜಾತಿ bbox=[1488, 1626, 1529, 1645]
govt-seal-icon bbox=[1166, 151, 1206, 191]
table-row bbox=[953, 811, 1530, 860]
notice-sign: ಸಹಿ/- ಕಾರ್ಯಪಾಲಕ ಇಂಜಿನಿಯರ್, ಲೋಕೋಪಯೋಗಿ ಇಲಾಖೆ, ಹಾಸನ ವಿಭಾಗ, ಹಾಸನ. bbox=[1212, 380, 1530, 393]
cell: DMA/2024-25/RD/WORK_INDENT 28720/CALL-2 bbox=[978, 1626, 1226, 1645]
cell: DMA/2024-25/RD/WORK_INDENT 36059 bbox=[978, 1757, 1226, 1777]
cell: 15.00 bbox=[1227, 1701, 1329, 1721]
cell: 2 bbox=[953, 1645, 979, 1664]
registration-marks: ●●●● bbox=[1367, 2353, 1438, 2372]
notice-band: ಅಲ್ಪಾವಧಿ ಟೆಂಡರ್ ಪ್ರಕಟಣೆ bbox=[229, 203, 577, 230]
belagavi-notice bbox=[223, 887, 584, 1336]
notice-intro: ಬೆಂಗಳೂರು ಜಲಮಂಡಳಿಯು ಅರ್ಹ ಗುತ್ತಿಗೆದಾರರಿಂದ ಈ ಕೆಳಕಂಡ ಕಾಮಗಾರಿಗಳಿಗೆ ಟೆಂಡರ್‌ಗಳನ್ನು ಆಹ್ವಾನಿಸುತ್ತಿದೆ. bbox=[952, 714, 1317, 726]
bwssb-logo-icon bbox=[955, 646, 995, 686]
hassan-cmc-notice bbox=[946, 1455, 1536, 2303]
notice-sub: ರಾಜ್ಯ ಯುವ ಕೇಂದ್ರ, ನೃಪತುಂಗ ರಸ್ತೆ, ಬೆಂಗಳೂರು - 560 001. bbox=[1158, 1055, 1372, 1066]
cell bbox=[981, 908, 1037, 942]
notice-sign: ಸಹಿ/- ಉಪ ನಿರ್ದೇಶಕರು (ತಾಂತ್ರಿಕ), ಯುವ ಸಬಲೀಕರಣ ಮತ್ತು ಕ್ರೀಡಾ ಇಲಾಖೆ bbox=[1252, 1301, 1530, 1314]
notice-sign: ಸಹಿ/- ಕಾರ್ಯಪಾಲಕ ಅಭಿಯಂತರರು (ಪಶ್ಚಿಮ-ಪೂರ್ವ)-2 bbox=[1323, 948, 1530, 960]
price-row bbox=[948, 289, 1150, 313]
agriculture-notice bbox=[223, 1773, 584, 2303]
story-text: ಸುರತ್ಕಲ್ ಸಮೀಪದ ಮುಕ್ಕದ ಶ್ರೀನಿವಾಸ ವಿವಿ ಇನ್ಸ್ಟಿಟ್ಯೂಟ್ ಆಫ್ ಎಂಜಿನಿಯರಿಂಗ್ ಆ್ಯಂಡ್ ಟೆಕ್ನಾಲಜಿ ವತಿಯಿಂದ ಮಾ.11 ಮತ್ತು 12ರಂದು ಟೆಕ್ ಯುವ-25 ರಾಷ್ಟ್ರ ಮಟ್ಟದ ತಾಂತ್ರಿಕ, ಸಾಂಸ್ಕೃತಿಕ ಮತ್ತು ಕ್ರೀಡಾ ಉತ್ಸವ ಹಾಗೂ ಮಾ.13ರಂದು ಕಲಾಸ್ಪಂದನ 25 ರಾಜ್ಯ ಮಟ್ಟದ ವಿದ್ಯಾರ್ಥಿಗಳ ಸಾಂಸ್ಕೃತಿಕ ಉತ್ಸವ ಆಯೋಜಿಸಲಾಗಿದೆ. ಶುಕ್ರವಾರ ಸುದ್ದಿಗೋಷ್ಠಿಯಲ್ಲಿ ಈ ಕುರಿತು ಮಾಹಿತಿ ನೀಡಿದ ಸಂಸ್ಥೆಯ ಡೀನ್ ಡಾ.ರಾಮಕೃಷ್ಣ ಎನ್.ಹೆಗಡೆ, ಮಾ.11ರಂದು ಬೆಳಗ್ಗೆ 10.30ಕ್ಕೆ ಟೆಕ್ ಯುವ-25 ಉದ್ಘಾಟನೆ ನಡೆಯಲಿದ್ದು, ಬೆಂಗಳೂರಿನ ಐಸ್ಸಿ ಆಗ್ಟೋ ರೋಬೋಟಿಕ್ಸ್ ಸಂಸ್ಥೆಯ ಮುಖ್ಯಸ್ಥ ಅನಿಲ್ ರಾವ್ ಆರ್ ಮುಖ್ಯ ಅತಿಥಿಯಾಗಿ ಭಾಗವಹಿಸಲಿದ್ದಾರೆ. ಮಾ.13ರಂದು ಪೂರ್ವಾಹ್ನ 10.30ಕ್ಕೆ ಕಲಾಸ್ಪಂದನ 25 ಸಾಂಸ್ಕೃತಿಕ ಕಾರ್ಯಕ್ರಮವನ್ನು ಚಲನಚಿತ್ರ ನಟ ಉದ್ಘಾಟಿಸಲಿದ್ದಾರೆ ಎಂದರು. ಸುದ್ದಿಗೋಷ್ಠಿಯಲ್ಲಿ ಟೆಕ್ ಯುವ 25 ಸಂಯೋಜಕ ಪ್ರೊ. ಶ್ರೀಕೃಷ್ಣ ರಾವ್, ವಿದ್ಯಾರ್ಥಿ ಸಮನ್ವಯಕಾರ ಮತ್ತಿತರರು ಉಪಸ್ಥಿತರಿದ್ದರು. bbox=[8, 240, 213, 615]
